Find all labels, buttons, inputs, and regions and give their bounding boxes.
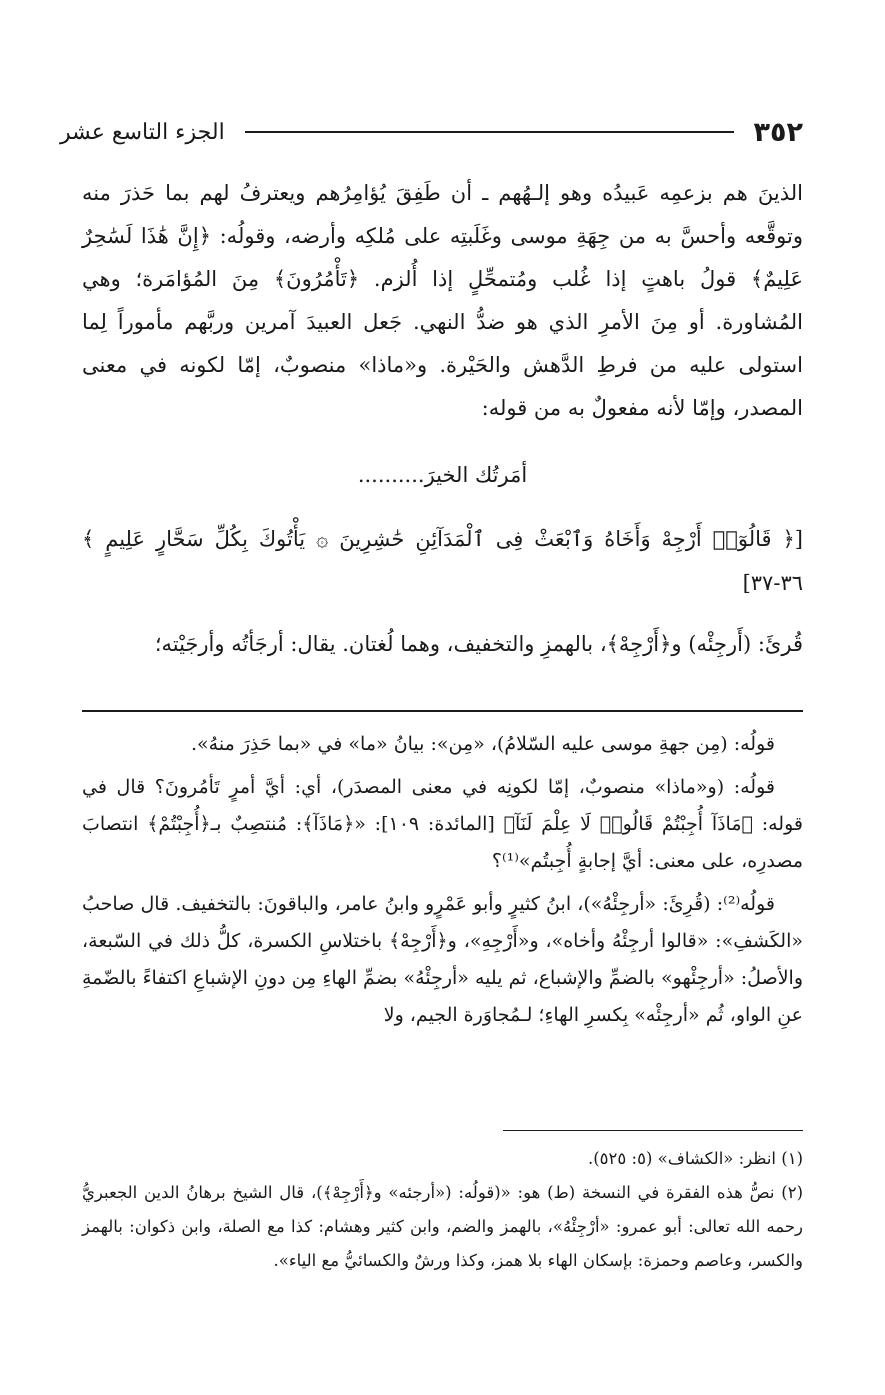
commentary-paragraph: قولُه: (مِن جهةِ موسى عليه السّلامُ)، «مِن»: بيانُ «ما» في «بما حَذِرَ منهُ».: [191, 733, 775, 755]
footnote-separator: [503, 1130, 803, 1131]
footnote-2: (٢) نصُّ هذه الفقرة في النسخة (ط) هو: «(قولُه: («أرجئه» و﴿أَرْجِهْ﴾)، قال الشيخ برهانُ الدين الجعبريُّ رحمه الله تعالى: أبو عمرو: «أرْجِئْهُ»، بالهمز والضم، وابن كثير وهشام: كذا مع الصلة، وابن ذكوان: بالهمز والكسر، وعاصم وحمزة: بإسكان الهاء بلا همز، وكذا ورشٌ والكسائيُّ مع الياء».: [82, 1183, 803, 1270]
header-rule: [245, 131, 734, 133]
running-header: [60, 110, 803, 154]
qiraat-line: قُرئَ: (أَرجِئْه) و﴿أَرْجِهْ﴾، بالهمزِ والتخفيف، وهما لُغتان. يقال: أرجَأتُه وأرجَيْته؛: [154, 632, 803, 656]
quran-verse: [﴿ قَالُوٓا۟ أَرْجِهْ وَأَخَاهُ وَٱبْعَثْ فِى ٱلْمَدَآئِنِ حَٰشِرِينَ ۞ يَأْتُوكَ بِكُلِّ سَحَّارٍ عَلِيمٍ ﴾ ٣٦-٣٧]: [82, 527, 803, 595]
commentary: [82, 726, 803, 1040]
running-title: الجزء التاسع عشر: [60, 119, 225, 145]
commentary-separator: [82, 710, 803, 712]
main-text: [82, 172, 803, 666]
footnote-1: (١) انظر: «الكشاف» (٥: ٥٢٥).: [587, 1149, 803, 1168]
poetry-verse: أمَرتُك الخيرَ..........: [357, 463, 528, 487]
footnotes: [82, 1142, 803, 1278]
main-paragraph: الذينَ هم بزعمِه عَبيدُه وهو إلـهُهم ـ أن طَفِقَ يُؤامِرُهم ويعترفُ لهم بما حَذرَ منه وتوقَّعه وأحسَّ به من جِهَةِ موسى وغَلَبتِه على مُلكِه وأرضه، وقولُه: ﴿إِنَّ هَٰذَا لَسَٰحِرٌ عَلِيمٌ﴾ قولُ باهتٍ إذا غُلب ومُتمحِّلٍ إذا أُلزم. ﴿تَأْمُرُونَ﴾ مِنَ المُؤامَرة؛ وهي المُشاورة. أو مِنَ الأمرِ الذي هو ضدُّ النهي. جَعل العبيدَ آمرين وربَّهم مأموراً لِما استولى عليه من فرطِ الدَّهش والحَيْرة. و«ماذا» منصوبٌ، إمّا لكونه في معنى المصدر، وإمّا لأنه مفعولٌ به من قوله:: [82, 181, 803, 420]
commentary-paragraph: قولُه: (و«ماذا» منصوبٌ، إمّا لكونِه في معنى المصدَر)، أي: أيَّ أمرٍ تَأمُرونَ؟ قال في قوله: ﴿مَاذَآ أُجِبْتُمْ قَالُوا۟ لَا عِلْمَ لَنَآ﴾ [المائدة: ١٠٩]: «﴿مَاذَآ﴾: مُنتصِبٌ بـ﴿أُجِبْتُمْ﴾ انتصابَ مصدرِه، على معنى: أيَّ إجابةٍ أُجِبتُم»⁽¹⁾؟: [82, 776, 803, 872]
page-number: ٣٥٢: [753, 116, 803, 148]
commentary-paragraph: قولُه⁽²⁾: (قُرِئَ: «أرجِئْهُ»)، ابنُ كثيرٍ وأبو عَمْرٍو وابنُ عامر، والباقونَ: بالتخفيف. قال صاحبُ «الكَشفِ»: «قالوا أرجِئْهُ وأخاه»، و«أَرْجِهِ»، و﴿أَرْجِهْ﴾ باختلاسِ الكسرة، كلُّ ذلك في السّبعة، والأصلُ: «أرجِئْهو» بالضمِّ والإشباع، ثم يليه «أرجِئْهُ» بضمِّ الهاءِ مِن دونِ الإشباعِ اكتفاءً بالضّمةِ عنِ الواو، ثُم «أرجِئْه» بِكسرِ الهاءِ؛ لـمُجاوَرة الجيم، ولا: [82, 893, 803, 1026]
